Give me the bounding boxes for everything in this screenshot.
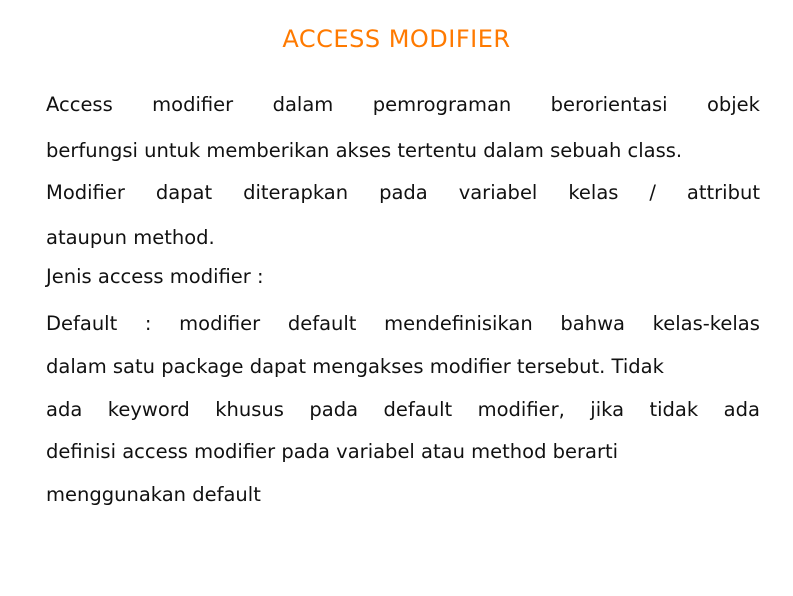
default-line-3 [46, 398, 760, 422]
word: ada [723, 398, 760, 421]
word: dapat [155, 181, 213, 204]
word: modifier [179, 312, 261, 335]
intro-line-1 [46, 93, 760, 117]
word: bahwa [560, 312, 625, 335]
word: modifier [152, 93, 234, 116]
word: pada [379, 181, 428, 204]
word: kelas [568, 181, 619, 204]
word: keyword [107, 398, 190, 421]
word: dalam [272, 93, 334, 116]
word: tidak [649, 398, 699, 421]
slide-title: ACCESS MODIFIER [282, 25, 511, 53]
word: pemrograman [372, 93, 512, 116]
default-line-2: dalam satu package dapat mengakses modifier tersebut. Tidak [46, 355, 664, 378]
jenis-heading: Jenis access modifier : [46, 265, 264, 288]
word: pada [309, 398, 359, 421]
intro-line-3 [46, 181, 760, 205]
word: variabel [458, 181, 538, 204]
word: mendefinisikan [384, 312, 533, 335]
word: attribut [686, 181, 760, 204]
word: modifier, [477, 398, 565, 421]
default-line-4: definisi access modifier pada variabel atau method berarti [46, 440, 619, 463]
default-line-1 [46, 312, 760, 336]
word: Modifier [46, 181, 125, 204]
word: objek [706, 93, 760, 116]
word: khusus [215, 398, 284, 421]
word: jika [590, 398, 625, 421]
word: diterapkan [243, 181, 349, 204]
word: ada [46, 398, 83, 421]
word: default [287, 312, 357, 335]
default-line-5: menggunakan default [46, 483, 261, 506]
word: : [144, 312, 152, 335]
word: default [383, 398, 453, 421]
intro-line-2: berfungsi untuk memberikan akses tertentu dalam sebuah class. [46, 139, 683, 162]
word: Access [46, 93, 113, 116]
word: berorientasi [550, 93, 668, 116]
word: Default [46, 312, 118, 335]
word: / [649, 181, 656, 204]
word: kelas-kelas [652, 312, 760, 335]
intro-line-4: ataupun method. [46, 226, 215, 249]
